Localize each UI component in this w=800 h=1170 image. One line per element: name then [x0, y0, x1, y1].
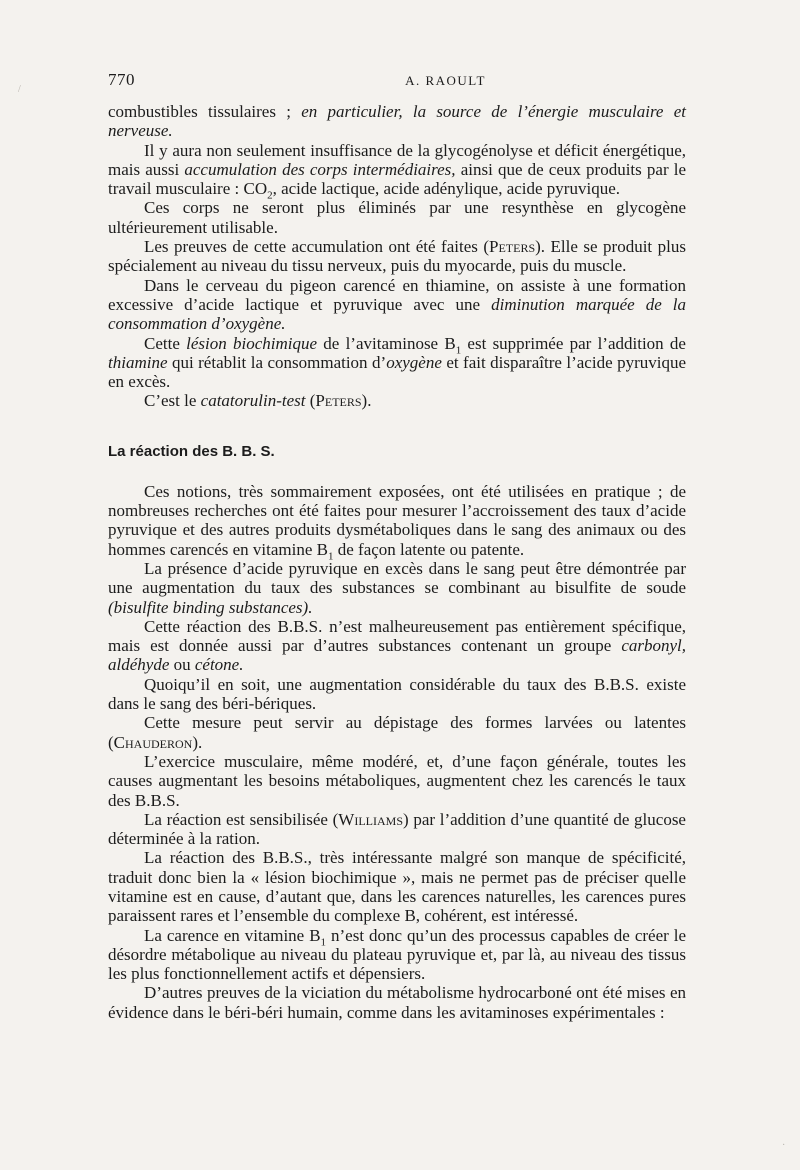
text-run: ) par l’addition d’une quantité de glucose déterminée à la ration. — [108, 809, 686, 849]
paragraph — [108, 481, 686, 563]
text-run: ). — [361, 391, 372, 411]
subscript: 1 — [327, 550, 334, 563]
italic-run: en particulier, la source de l’énergie musculaire et nerveuse. — [108, 102, 686, 141]
text-run: Dans le cerveau du pigeon carencé en thiamine, on assiste à une formation excessive d’acide lactique et pyruvique avec une — [108, 275, 686, 314]
italic-run: cétone. — [194, 655, 244, 675]
text-run: combustibles tissulaires ; — [108, 102, 302, 121]
book-page — [108, 70, 686, 1022]
text-run: de façon latente ou patente. — [333, 539, 525, 559]
author-name: Chauderon — [113, 732, 193, 752]
author-name: Peters — [315, 391, 362, 411]
text-run: ( — [305, 391, 316, 411]
paragraph: L’exercice musculaire, même modéré, et, d’une façon générale, toutes les causes augmentant les besoins métaboliques, augmentent chez les carencés le taux des B.B.S. — [108, 751, 686, 810]
page-header — [108, 70, 686, 94]
text-run: ou — [169, 655, 195, 675]
paragraph: D’autres preuves de la viciation du métabolisme hydrocarboné ont été mises en évidence dans le béri-béri humain, comme dans les avitaminoses expérimentales : — [108, 983, 686, 1022]
paragraph — [108, 810, 686, 849]
paragraph — [108, 276, 686, 334]
paragraph: Ces corps ne seront plus éliminés par une resynthèse en glycogène ultérieurement utilisable. — [108, 198, 686, 237]
paragraph — [108, 391, 686, 410]
text-run: , acide lactique, acide adénylique, acide pyruvique. — [272, 179, 620, 199]
text-run: Cette réaction des B.B.S. n’est malheureusement pas entièrement spécifique, mais est donnée aussi par d’autres substances contenant un groupe — [108, 616, 686, 656]
running-title: A. RAOULT — [405, 73, 486, 88]
paragraph: La réaction des B.B.S., très intéressante malgré son manque de spécificité, traduit donc bien la « lésion biochimique », mais ne permet pas de préciser quelle vitamine est en cause, d’autant que, dans les carences naturelles, les carences pures paraissent rares et l’ensemble du complexe B, cohérent, est intéressé. — [108, 848, 686, 926]
italic-run: lésion biochimique — [186, 333, 318, 353]
italic-run: accumulation des corps intermédiaires, — [184, 159, 456, 179]
subscript: 1 — [455, 343, 462, 356]
text-run: Cette — [144, 333, 187, 353]
italic-run: oxygène — [386, 352, 442, 372]
paragraph — [108, 140, 687, 202]
italic-run: carbonyl, aldéhyde — [108, 636, 686, 675]
text-run: Cette mesure peut servir au dépistage des formes larvées ou latentes ( — [108, 713, 686, 752]
text-run: La carence en vitamine B — [144, 925, 321, 945]
text-run: C’est le — [144, 391, 201, 411]
paragraph — [108, 102, 686, 141]
text-run: Les preuves de cette accumulation ont été faites ( — [144, 237, 490, 257]
italic-run: thiamine — [108, 352, 168, 372]
paragraph — [108, 617, 686, 675]
subscript: 2 — [267, 189, 273, 202]
text-run: de l’avitaminose B — [317, 333, 456, 353]
text-run: n’est donc qu’un des processus capables de créer le désordre métabolique au niveau du plateau pyruvique et, par là, au niveau des tissus les plus fonctionnellement actifs et dépensiers. — [108, 925, 687, 984]
text-run: ainsi que de ceux produits par le travail musculaire : CO — [108, 159, 687, 199]
text-run: qui rétablit la consommation d’ — [167, 352, 387, 372]
text-run: ). — [192, 732, 203, 752]
page-number: 770 — [108, 70, 135, 89]
bbs-section — [108, 482, 686, 1022]
paragraph — [108, 559, 686, 617]
text-run: et fait disparaître l’acide pyruvique en excès. — [108, 352, 686, 392]
margin-speck: · — [782, 1140, 786, 1151]
author-name: Peters — [489, 237, 536, 257]
intro-section — [108, 102, 686, 411]
text-run: La réaction est sensibilisée ( — [144, 809, 339, 829]
paragraph — [108, 713, 686, 752]
italic-run: catatorulin-test — [200, 391, 306, 411]
text-run: est supprimée par l’addition de — [461, 333, 686, 353]
text-run: Ces notions, très sommairement exposées, ont été utilisées en pratique ; de nombreuses recherches ont été faites pour mesurer l’accroissement des taux d’acide pyruvique et des autres produits dysmétaboliques dans le sang des animaux ou des hommes carencés en vitamine B — [108, 481, 686, 559]
section-heading: La réaction des B. B. S. — [108, 442, 275, 460]
paragraph — [108, 926, 686, 984]
paragraph — [108, 237, 686, 276]
paragraph: Quoiqu’il en soit, une augmentation considérable du taux des B.B.S. existe dans le sang des béri-bériques. — [108, 674, 686, 714]
author-name: Williams — [338, 809, 404, 829]
text-run: La présence d’acide pyruvique en excès dans le sang peut être démontrée par une augmentation du taux des substances se combinant au bisulfite de soude — [108, 558, 686, 598]
italic-run: diminution marquée de la consommation d’oxygène. — [108, 294, 687, 334]
margin-speck: / — [18, 84, 21, 95]
text-run: Il y aura non seulement insuffisance de la glycogénolyse et déficit énergétique, mais aussi — [108, 140, 686, 179]
italic-run: (bisulfite binding substances). — [108, 597, 313, 617]
paragraph — [108, 334, 686, 392]
text-run: ). Elle se produit plus spécialement au niveau du tissu nerveux, puis du myocarde, puis du muscle. — [108, 237, 686, 276]
subscript: 1 — [320, 935, 327, 948]
